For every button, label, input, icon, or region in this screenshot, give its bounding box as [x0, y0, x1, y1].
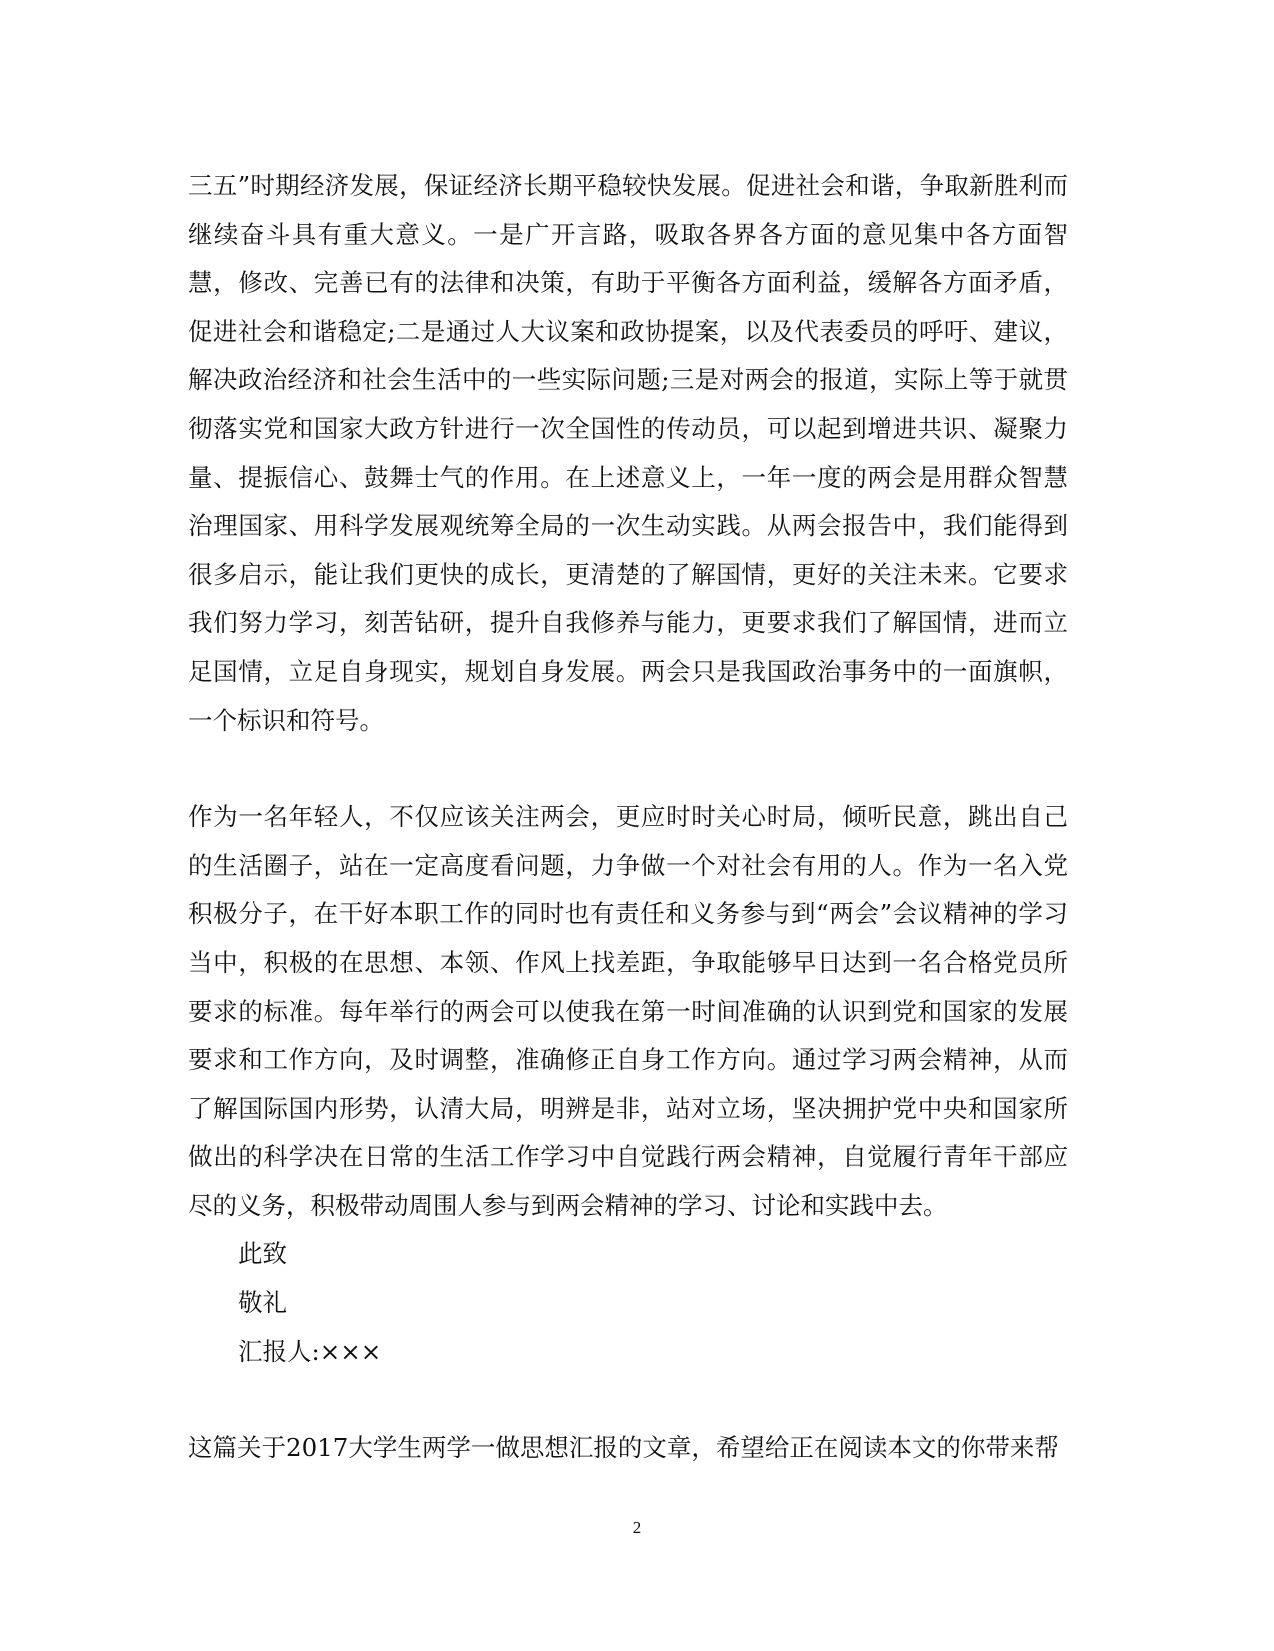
body-paragraph-2: 作为一名年轻人，不仅应该关注两会，更应时时关心时局，倾听民意，跳出自己的生活圈子，站在一定高度看问题，力争做一个对社会有用的人。作为一名入党积极分子，在干好本职工作的同时也有责任和义务参与到“两会”会议精神的学习当中，积极的在思想、本领、作风上找差距，争取能够早日达到一名合格党员所要求的标准。每年举行的两会可以使我在第一时间准确的认识到党和国家的发展要求和工作方向，及时调整，准确修正自身工作方向。通过学习两会精神，从而了解国际国内形势，认清大局，明辨是非，站对立场，坚决拥护党中央和国家所做出的科学决在日常的生活工作学习中自觉践行两会精神，自觉履行青年干部应尽的义务，积极带动周围人参与到两会精神的学习、讨论和实践中去。 — [188, 802, 1068, 1220]
closing-salutation: 此致 — [238, 1239, 287, 1269]
closing-regards: 敬礼 — [238, 1288, 287, 1318]
document-body — [188, 162, 1068, 1473]
body-paragraph-1: 三五”时期经济发展，保证经济长期平稳较快发展。促进社会和谐，争取新胜利而继续奋斗具有重大意义。一是广开言路，吸取各界各方面的意见集中各方面智慧，修改、完善已有的法律和决策，有助于平衡各方面利益，缓解各方面矛盾，促进社会和谐稳定;二是通过人大议案和政协提案，以及代表委员的呼吁、建议，解决政治经济和社会生活中的一些实际问题;三是对两会的报道，实际上等于就贯彻落实党和国家大政方针进行一次全国性的传动员，可以起到增进共识、凝聚力量、提振信心、鼓舞士气的作用。在上述意义上，一年一度的两会是用群众智慧治理国家、用科学发展观统筹全局的一次生动实践。从两会报告中，我们能得到很多启示，能让我们更快的成长，更清楚的了解国情，更好的关注未来。它要求我们努力学习，刻苦钻研，提升自我修养与能力，更要求我们了解国情，进而立足国情，立足自身现实，规划自身发展。两会只是我国政治事务中的一面旗帜，一个标识和符号。 — [188, 171, 1068, 735]
signature-line: 汇报人:××× — [238, 1336, 382, 1366]
page-number: 2 — [632, 1518, 642, 1537]
body-paragraph-3: 这篇关于2017大学生两学一做思想汇报的文章，希望给正在阅读本文的你带来帮 — [188, 1433, 1059, 1463]
